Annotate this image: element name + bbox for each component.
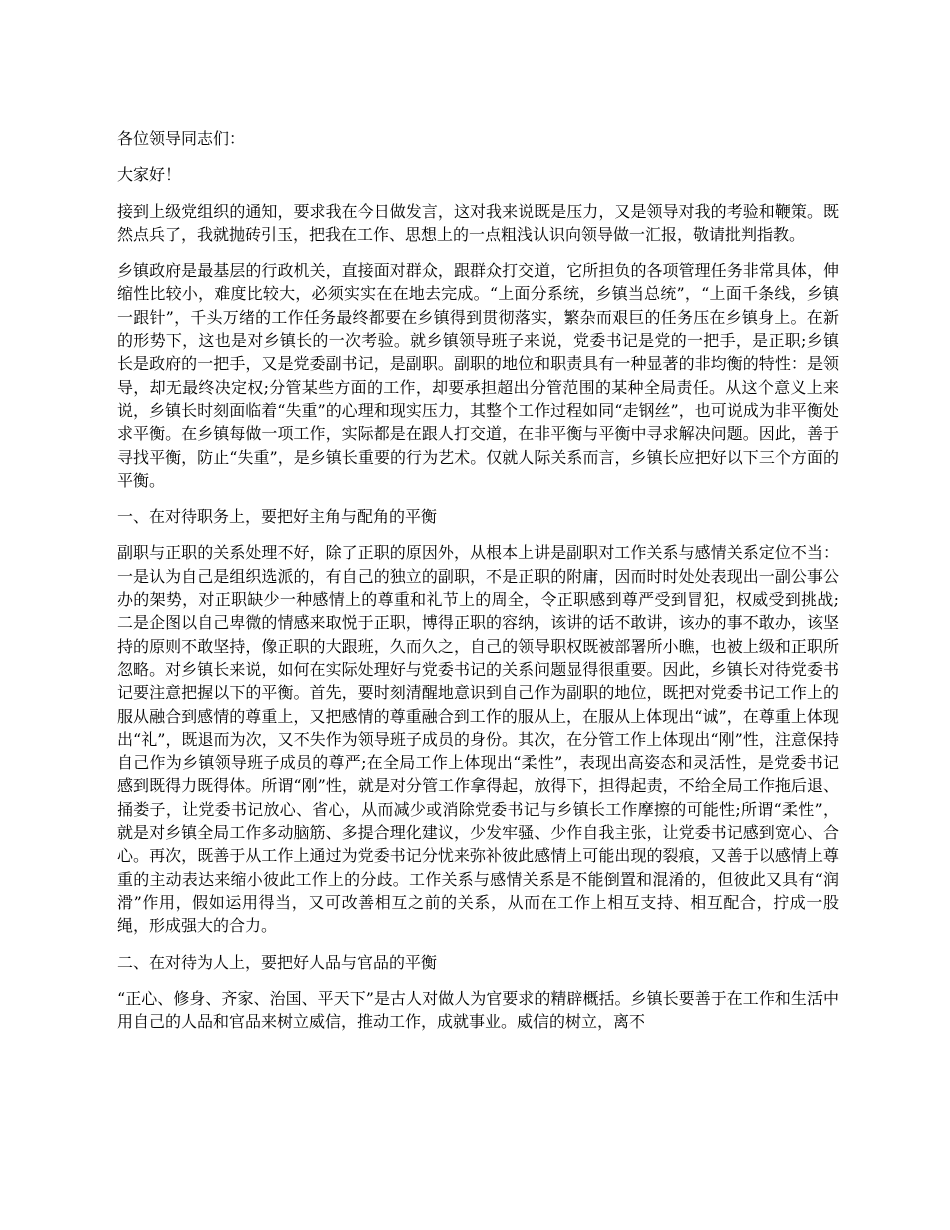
paragraph-intro: 接到上级党组织的通知，要求我在今日做发言，这对我来说既是压力，又是领导对我的考验和鞭策。既然点兵了，我就抛砖引玉，把我在工作、思想上的一点粗浅认识向领导做一汇报，敬请批判指教。 (117, 201, 839, 244)
paragraph-context: 乡镇政府是最基层的行政机关，直接面对群众，跟群众打交道，它所担负的各项管理任务非常具体，伸缩性比较小，难度比较大，必须实实在在地去完成。“上面分系统，乡镇当总统”，“上面千条线，乡镇一跟针”，千头万绪的工作任务最终都要在乡镇得到贯彻落实，繁杂而艰巨的任务压在乡镇身上。在新的形势下，这也是对乡镇长的一次考验。就乡镇领导班子来说，党委书记是党的一把手，是正职;乡镇长是政府的一把手，又是党委副书记，是副职。副职的地位和职责具有一种显著的非均衡的特性：是领导，却无最终决定权;分管某些方面的工作，却要承担超出分管范围的某种全局责任。从这个意义上来说，乡镇长时刻面临着“失重”的心理和现实压力，其整个工作过程如同“走钢丝”，也可说成为非平衡处求平衡。在乡镇每做一项工作，实际都是在跟人打交道，在非平衡与平衡中寻求解决问题。因此，善于寻找平衡，防止“失重”，是乡镇长重要的行为艺术。仅就人际关系而言，乡镇长应把好以下三个方面的平衡。 (117, 261, 839, 490)
section-heading-2: 二、在对待为人上，要把好人品与官品的平衡 (117, 952, 438, 972)
section-body-1: 副职与正职的关系处理不好，除了正职的原因外，从根本上讲是副职对工作关系与感情关系定位不当：一是认为自己是组织选派的，有自己的独立的副职，不是正职的附庸，因而时时处处表现出一副公事公办的架势，对正职缺少一种感情上的尊重和礼节上的周全，令正职感到尊严受到冒犯，权威受到挑战;二是企图以自己卑微的情感来取悦于正职，博得正职的容纳，该讲的话不敢讲，该办的事不敢办，该坚持的原则不敢坚持，像正职的大跟班，久而久之，自己的领导职权既被部署所小瞧，也被上级和正职所忽略。对乡镇长来说，如何在实际处理好与党委书记的关系问题显得很重要。因此，乡镇长对待党委书记要注意把握以下的平衡。首先，要时刻清醒地意识到自己作为副职的地位，既把对党委书记工作上的服从融合到感情的尊重上，又把感情的尊重融合到工作的服从上，在服从上体现出“诚”，在尊重上体现出“礼”，既退而为次，又不失作为领导班子成员的身份。其次，在分管工作上体现出“刚”性，注意保持自己作为乡镇领导班子成员的尊严;在全局工作上体现出“柔性”，表现出高姿态和灵活性，是党委书记感到既得力既得体。所谓“刚”性，就是对分管工作拿得起，放得下，担得起责，不给全局工作拖后退、捅娄子，让党委书记放心、省心，从而减少或消除党委书记与乡镇长工作摩擦的可能性;所谓“柔性”，就是对乡镇全局工作多动脑筋、多提合理化建议，少发牢骚、少作自我主张，让党委书记感到宽心、合心。再次，既善于从工作上通过为党委书记分忧来弥补彼此感情上可能出现的裂痕，又善于以感情上尊重的主动表达来缩小彼此工作上的分歧。工作关系与感情关系是不能倒置和混淆的，但彼此又具有“润滑”作用，假如运用得当，又可改善相互之前的关系，从而在工作上相互支持、相互配合，拧成一股绳，形成强大的合力。 (117, 543, 839, 936)
salutation: 各位领导同志们： (117, 129, 246, 148)
document-body (117, 127, 839, 1046)
section-heading-1: 一、在对待职务上，要把好主角与配角的平衡 (117, 507, 438, 527)
section-body-2: “正心、修身、齐家、治国、平天下”是古人对做人为官要求的精辟概括。乡镇长要善于在工作和生活中用自己的人品和官品来树立威信，推动工作，成就事业。威信的树立，离不 (117, 988, 839, 1032)
greeting: 大家好！ (117, 165, 182, 185)
